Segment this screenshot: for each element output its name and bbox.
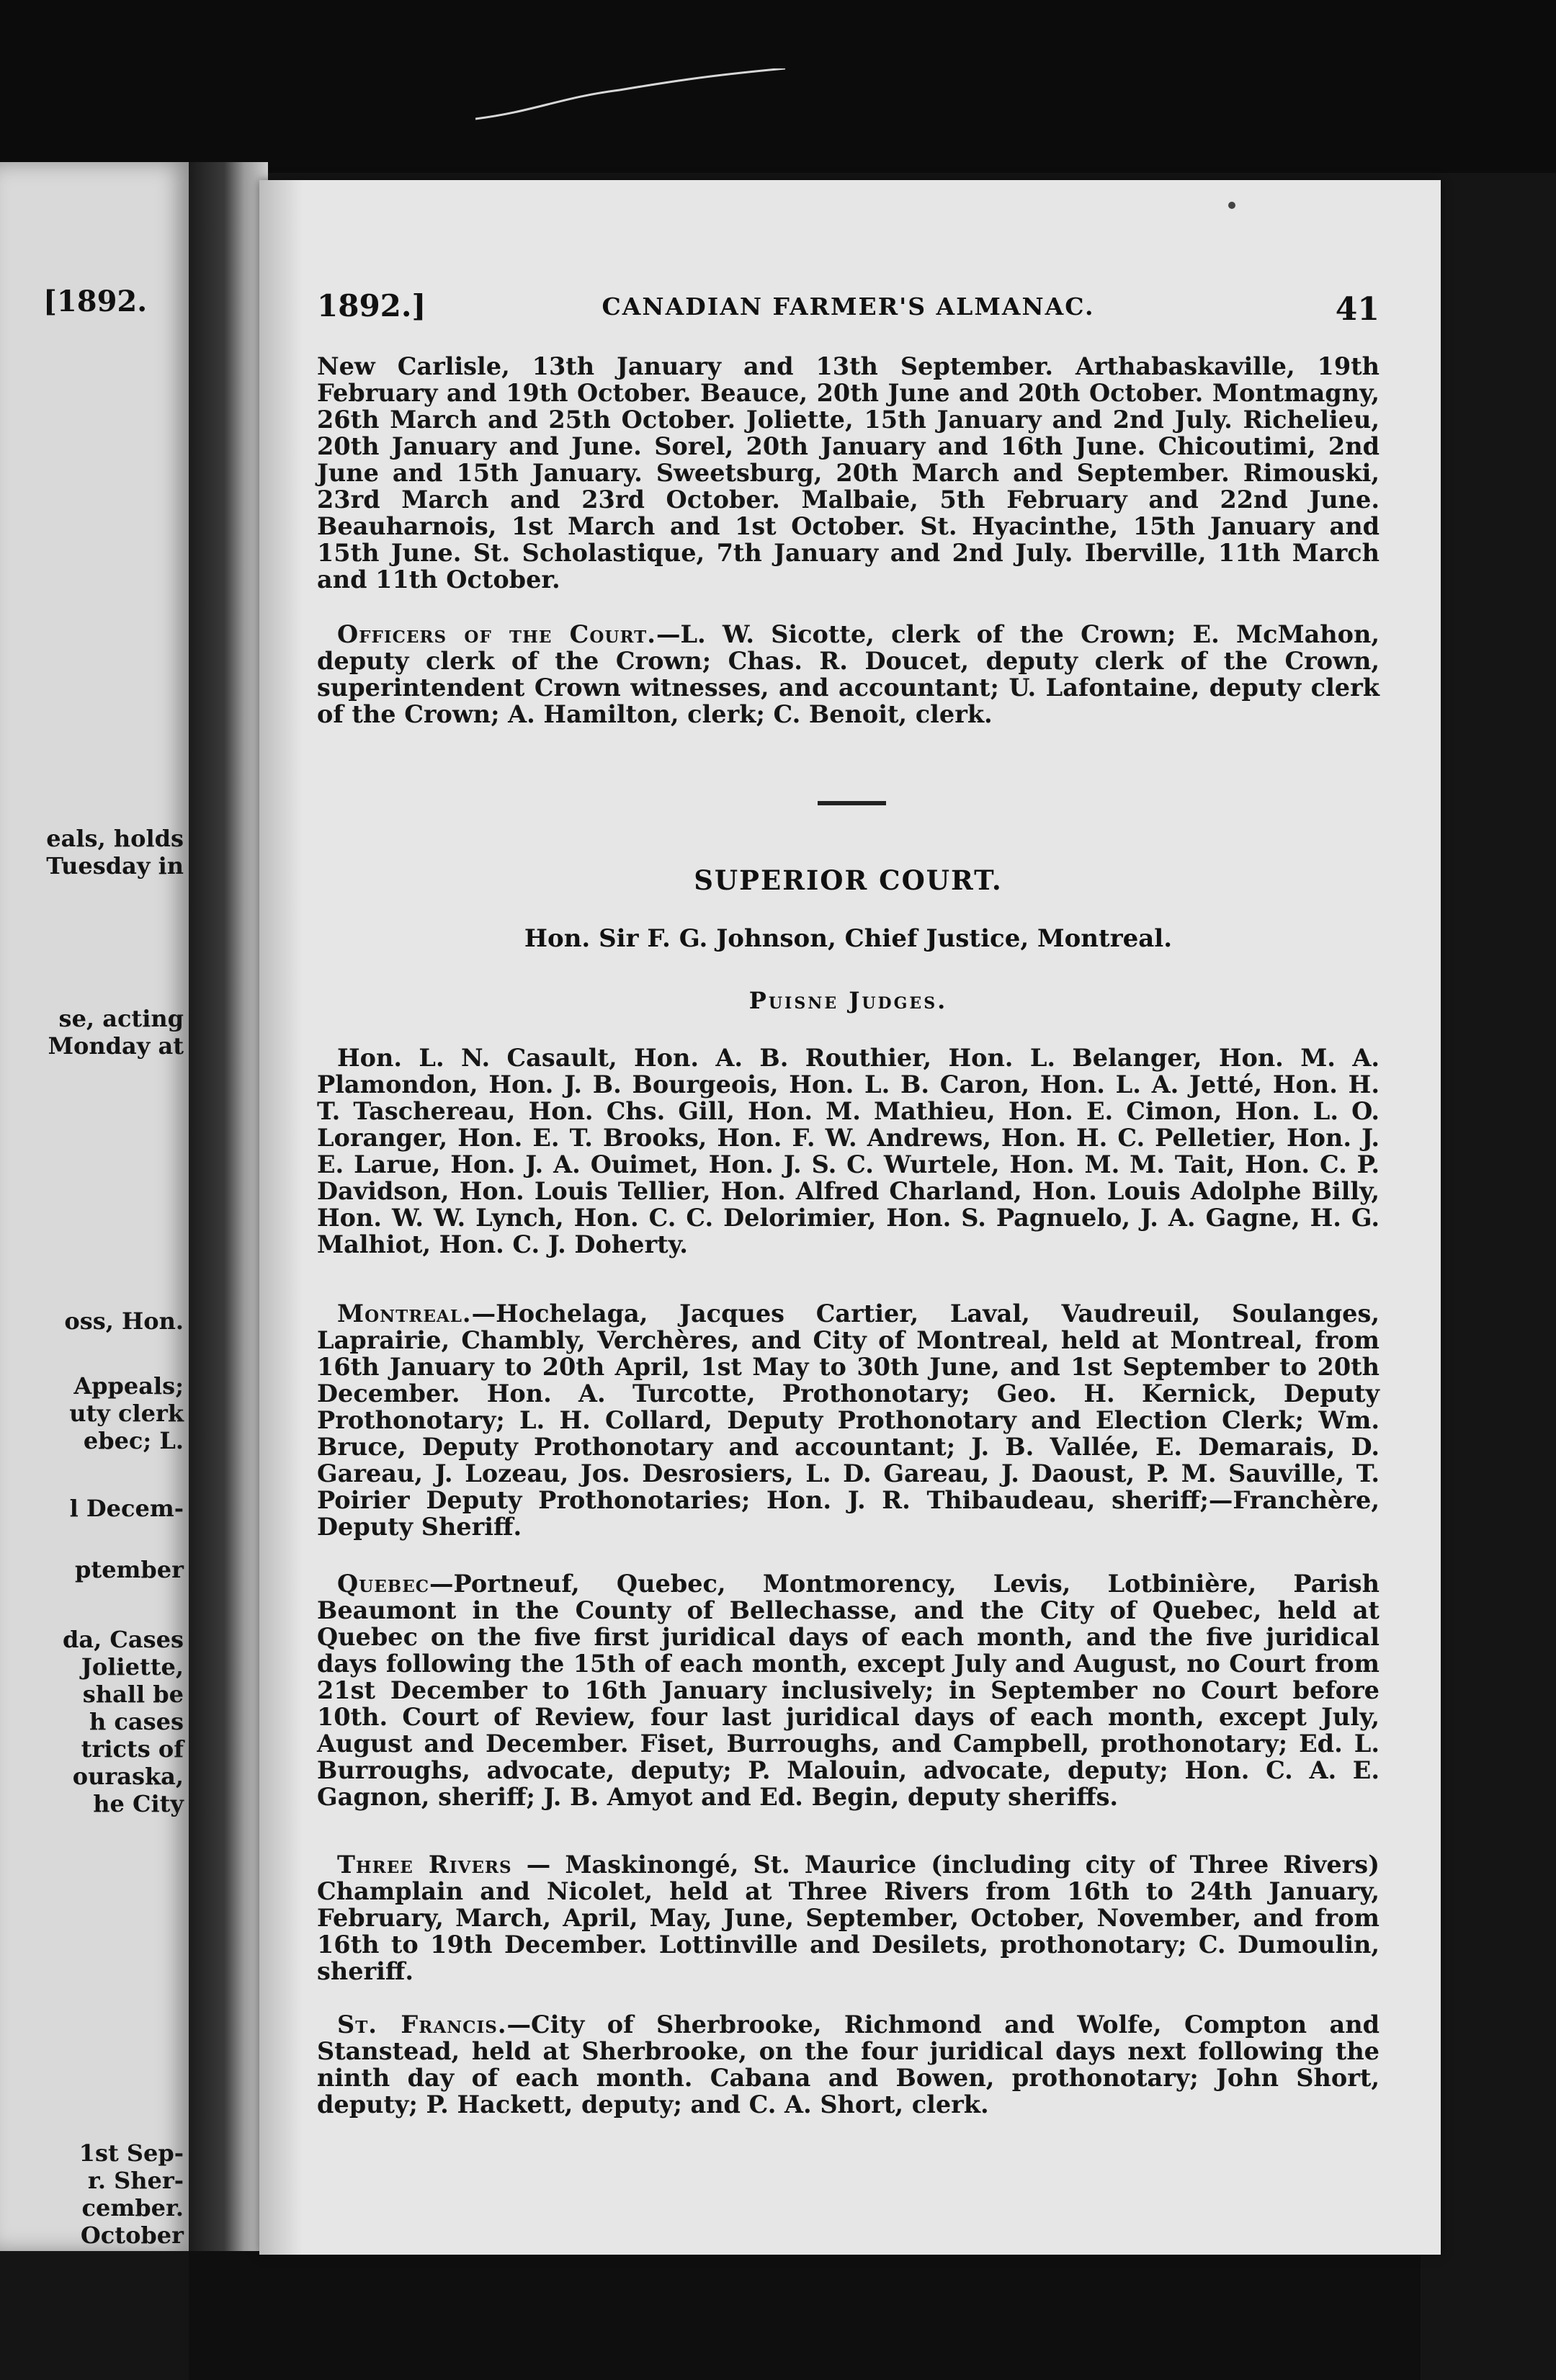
district-body: —Hochelaga, Jacques Cartier, Laval, Vaudreuil, Soulanges, Laprairie, Chambly, Verchères, and City of Montreal, held at Montreal, from 16th January to 20th April, 1st May to 30th June, and 1st September to 20th December. Hon. A. Turcotte, Prothonotary; Geo. H. Kernick, Deputy Prothonotary; L. H. Collard, Deputy Prothonotary and Election Clerk; Wm. Bruce, Deputy Prothonotary and accountant; J. B. Vallée, E. Demarais, D. Gareau, J. Lozeau, Jos. Desrosiers, L. D. Gareau, J. Daoust, P. M. Sauville, T. Poirier Deputy Prothonotaries; Hon. J. R. Thibaudeau, sheriff;—Franchère, Deputy Sheriff. [317, 1299, 1380, 1541]
left-page-line: Tuesday in [46, 852, 184, 880]
left-page-line: shall be [82, 1681, 184, 1708]
puisne-judges-heading: Puisne Judges. [748, 987, 948, 1014]
almanac-page [259, 180, 1441, 2255]
circuit-text: New Carlisle, 13th January and 13th September. Arthabaskaville, 19th February and 19th October. Beauce, 20th June and 20th October. Montmagny, 26th March and 25th October. Joliette, 15th January and 2nd July. Richelieu, 20th January and June. Sorel, 20th January and 16th June. Chicoutimi, 2nd June and 15th January. Sweetsburg, 20th March and September. Rimouski, 23rd March and 23rd October. Malbaie, 5th February and 22nd June. Beauharnois, 1st March and 1st October. St. Hyacinthe, 15th January and 15th June. St. Scholastique, 7th January and 2nd July. Iberville, 11th March and 11th October. [317, 352, 1380, 594]
left-page-line: Monday at [48, 1032, 184, 1060]
left-page-line: tricts of [81, 1735, 184, 1763]
district-lead: Montreal. [337, 1299, 472, 1328]
left-page-line: ptember [75, 1556, 184, 1583]
chief-justice-line: Hon. Sir F. G. Johnson, Chief Justice, Montreal. [524, 924, 1173, 953]
district-body: — Maskinongé, St. Maurice (including city of Three Rivers) Champlain and Nicolet, held at Three Rivers from 16th to 24th January, February, March, April, May, June, September, October, November, and from 16th to 19th December. Lottinville and Desilets, prothonotary; C. Dumoulin, sheriff. [317, 1851, 1380, 1985]
district-quebec [317, 1570, 1380, 1810]
left-page-line: ouraska, [72, 1763, 184, 1790]
district-lead: Three Rivers [337, 1851, 512, 1879]
running-header [317, 288, 1380, 339]
district-montreal [317, 1300, 1380, 1540]
district-three-rivers-text [317, 1851, 1380, 1985]
district-three-rivers [317, 1851, 1380, 1985]
left-page-line: r. Sher- [87, 2167, 184, 2194]
left-page-line: l Decem- [69, 1495, 184, 1522]
district-st-francis-text [317, 2011, 1380, 2118]
left-page-line: oss, Hon. [64, 1307, 184, 1335]
left-page-line: Joliette, [81, 1653, 184, 1681]
page-crease-mark [475, 68, 785, 140]
circuit-court-paragraph [317, 353, 1380, 593]
scan-background-bottom [189, 2251, 1421, 2380]
left-page-line: ebec; L. [83, 1427, 184, 1454]
district-st-francis [317, 2011, 1380, 2118]
left-page-year: [1892. [43, 285, 148, 318]
district-body: —Portneuf, Quebec, Montmorency, Levis, Lotbinière, Parish Beaumont in the County of Bellechasse, and the City of Quebec, held at Quebec on the five first juridical days of each month, and the five juridical days following the 15th of each month, except July and August, no Court from 21st December to 16th January inclusively; in September no Court before 10th. Court of Review, four last juridical days of each month, except July, August and December. Fiset, Burroughs, and Campbell, prothonotary; Ed. L. Burroughs, advocate, deputy; P. Malouin, advocate, deputy; Hon. C. A. E. Gagnon, sheriff; J. B. Amyot and Ed. Begin, deputy sheriffs. [317, 1570, 1380, 1811]
officers-body: —L. W. Sicotte, clerk of the Crown; E. McMahon, deputy clerk of the Crown; Chas. R. Doucet, deputy clerk of the Crown, superintendent Crown witnesses, and accountant; U. Lafontaine, deputy clerk of the Crown; A. Hamilton, clerk; C. Benoit, clerk. [317, 620, 1380, 728]
superior-court-heading: SUPERIOR COURT. [694, 864, 1003, 896]
officers-text [317, 621, 1380, 728]
puisne-judges-list: Hon. L. N. Casault, Hon. A. B. Routhier, Hon. L. Belanger, Hon. M. A. Plamondon, Hon. J. B. Bourgeois, Hon. L. B. Caron, Hon. L. A. Jetté, Hon. H. T. Taschereau, Hon. Chs. Gill, Hon. M. Mathieu, Hon. E. Cimon, Hon. L. O. Loranger, Hon. E. T. Brooks, Hon. F. W. Andrews, Hon. H. C. Pelletier, Hon. J. E. Larue, Hon. J. A. Ouimet, Hon. J. S. C. Wurtele, Hon. M. M. Tait, Hon. C. P. Davidson, Hon. Louis Tellier, Hon. Alfred Charland, Hon. Louis Adolphe Billy, Hon. W. W. Lynch, Hon. C. C. Delorimier, Hon. S. Pagnuelo, J. A. Gagne, H. G. Malhiot, Hon. C. J. Doherty. [317, 1044, 1380, 1258]
section-divider [818, 801, 886, 805]
header-year: 1892.] [317, 288, 426, 323]
paper-speck [1228, 202, 1235, 209]
page-number: 41 [1335, 291, 1380, 328]
left-page-fragment [0, 162, 191, 2251]
left-page-line: se, acting [58, 1005, 184, 1032]
left-page-line: eals, holds [46, 825, 184, 852]
left-page-line: 1st Sep- [79, 2139, 184, 2167]
officers-paragraph [317, 621, 1380, 728]
book-gutter [189, 162, 268, 2251]
header-title: CANADIAN FARMER'S ALMANAC. [602, 292, 1095, 321]
left-page-line: uty clerk [69, 1400, 184, 1427]
left-page-line: da, Cases [63, 1626, 184, 1653]
district-lead: St. Francis. [337, 2010, 507, 2039]
left-page-line: h cases [89, 1708, 184, 1735]
district-quebec-text [317, 1570, 1380, 1810]
officers-lead: Officers of the Court. [337, 620, 656, 648]
district-lead: Quebec [337, 1570, 430, 1598]
left-page-line: October [80, 2222, 184, 2249]
district-montreal-text [317, 1300, 1380, 1540]
district-body: —City of Sherbrooke, Richmond and Wolfe, Compton and Stanstead, held at Sherbrooke, on the four juridical days next following the ninth day of each month. Cabana and Bowen, prothonotary; John Short, deputy; P. Hackett, deputy; and C. A. Short, clerk. [317, 2010, 1380, 2119]
left-page-line: cember. [81, 2194, 184, 2222]
left-page-line: he City [93, 1790, 184, 1817]
puisne-judges-paragraph [317, 1044, 1380, 1258]
left-page-line: Appeals; [73, 1372, 184, 1400]
